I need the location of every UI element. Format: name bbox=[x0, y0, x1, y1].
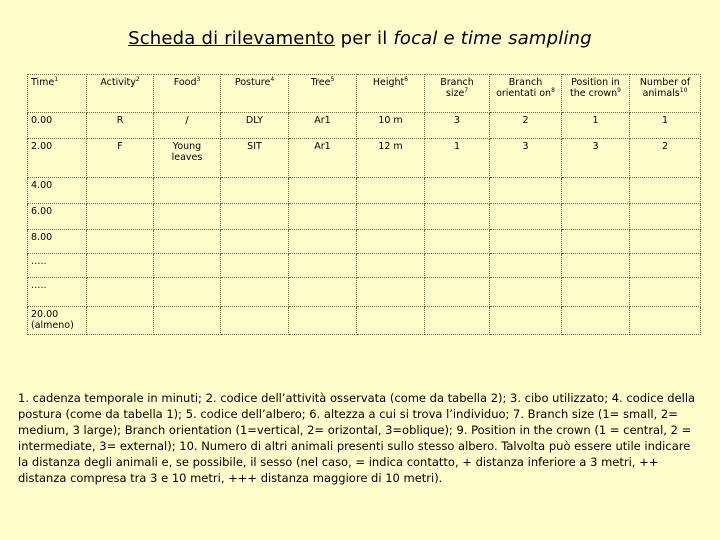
table-cell: 12 m bbox=[357, 139, 425, 178]
table-row bbox=[28, 113, 701, 139]
column-header bbox=[154, 75, 221, 113]
table-cell: R bbox=[87, 113, 154, 139]
table-cell bbox=[357, 278, 425, 307]
column-header bbox=[630, 75, 701, 113]
table-cell bbox=[490, 278, 562, 307]
table-cell bbox=[289, 178, 357, 204]
footnote-ref: 2 bbox=[135, 75, 140, 83]
column-header-label: Activity bbox=[100, 77, 136, 88]
table-cell bbox=[490, 178, 562, 204]
table-cell bbox=[154, 307, 221, 335]
sampling-table bbox=[27, 74, 701, 335]
table-cell bbox=[490, 230, 562, 254]
table-cell: DLY bbox=[221, 113, 289, 139]
table-cell bbox=[630, 307, 701, 335]
table-cell bbox=[490, 204, 562, 230]
column-header-label: Food bbox=[173, 77, 197, 88]
column-header-label: Tree bbox=[310, 77, 331, 88]
column-header bbox=[425, 75, 490, 113]
table-cell: F bbox=[87, 139, 154, 178]
table-cell bbox=[562, 230, 630, 254]
table-cell bbox=[154, 254, 221, 278]
column-header-label: Branch orientati on bbox=[496, 77, 552, 99]
table-cell bbox=[357, 178, 425, 204]
time-cell: 4.00 bbox=[28, 178, 87, 204]
table-cell bbox=[154, 178, 221, 204]
column-header-label: Number of animals bbox=[639, 77, 691, 99]
title-underlined: Scheda di rilevamento bbox=[128, 28, 335, 49]
table-cell: 1 bbox=[425, 139, 490, 178]
table-header-row bbox=[28, 75, 701, 113]
page-title bbox=[0, 28, 720, 49]
table-cell bbox=[87, 307, 154, 335]
table-cell bbox=[630, 204, 701, 230]
table-cell bbox=[562, 278, 630, 307]
table-cell bbox=[630, 230, 701, 254]
table-row bbox=[28, 204, 701, 230]
table-cell bbox=[221, 230, 289, 254]
footnote-ref: 9 bbox=[617, 86, 621, 94]
column-header-label: Branch size bbox=[440, 77, 474, 99]
table-cell: 2 bbox=[490, 113, 562, 139]
footnote-ref: 3 bbox=[196, 75, 201, 83]
table-cell bbox=[87, 254, 154, 278]
table-cell bbox=[425, 178, 490, 204]
table-cell bbox=[154, 204, 221, 230]
table-cell bbox=[87, 178, 154, 204]
table-cell: Young leaves bbox=[154, 139, 221, 178]
column-header bbox=[289, 75, 357, 113]
table-cell bbox=[289, 230, 357, 254]
table-cell bbox=[154, 278, 221, 307]
footnote-ref: 8 bbox=[551, 86, 555, 94]
table-cell bbox=[425, 230, 490, 254]
column-header-label: Posture bbox=[234, 77, 271, 88]
time-cell: 20.00 (almeno) bbox=[28, 307, 87, 335]
table-cell bbox=[289, 278, 357, 307]
footnote-ref: 10 bbox=[679, 86, 688, 94]
table-cell bbox=[357, 230, 425, 254]
table-cell bbox=[562, 204, 630, 230]
column-header bbox=[490, 75, 562, 113]
table-cell: SIT bbox=[221, 139, 289, 178]
table-cell bbox=[221, 307, 289, 335]
column-header-label: Height bbox=[372, 77, 405, 88]
footnote-ref: 6 bbox=[404, 75, 409, 83]
table-cell bbox=[87, 278, 154, 307]
time-cell: ….. bbox=[28, 278, 87, 307]
table-cell: 3 bbox=[562, 139, 630, 178]
column-header bbox=[221, 75, 289, 113]
column-header bbox=[87, 75, 154, 113]
footnote-text: 1. cadenza temporale in minuti; 2. codice dell’attività osservata (come da tabella 2); 3. cibo utilizzato; 4. codice della postura (come da tabella 1); 5. codice dell’albero; 6. altezza a cui si trova l’individuo; 7. Branch size (1= small, 2= medium, 3 large); Branch orientation (1=vertical, 2= orizontal, 3=oblique); 9. Position in the crown (1 = central, 2 = intermediate, 3= external); 10. Numero di altri animali presenti sullo stesso albero. Talvolta può essere utile indicare la distanza degli animali e, se possibile, il sesso (nel caso, = indica contatto, + distanza inferiore a 3 metri, ++ distanza compresa tra 3 e 10 metri, +++ distanza maggiore di 10 metri). bbox=[18, 391, 696, 485]
table-cell bbox=[221, 178, 289, 204]
table-row bbox=[28, 139, 701, 178]
table-cell: 10 m bbox=[357, 113, 425, 139]
table-cell bbox=[630, 178, 701, 204]
table-cell: 3 bbox=[490, 139, 562, 178]
table-cell: 1 bbox=[630, 113, 701, 139]
table-row bbox=[28, 278, 701, 307]
time-cell: 6.00 bbox=[28, 204, 87, 230]
table-cell bbox=[154, 230, 221, 254]
column-header-label: Position in the crown bbox=[570, 77, 620, 99]
table-cell bbox=[425, 307, 490, 335]
table-row bbox=[28, 307, 701, 335]
table-cell: Ar1 bbox=[289, 139, 357, 178]
table-cell: 1 bbox=[562, 113, 630, 139]
time-cell: 2.00 bbox=[28, 139, 87, 178]
table-row bbox=[28, 230, 701, 254]
table-cell bbox=[357, 204, 425, 230]
table-cell bbox=[289, 307, 357, 335]
title-italic: focal e time sampling bbox=[393, 28, 592, 49]
table-cell bbox=[562, 178, 630, 204]
time-cell: 0.00 bbox=[28, 113, 87, 139]
title-middle: per il bbox=[334, 28, 394, 49]
footnote-ref: 1 bbox=[54, 75, 59, 83]
time-cell: ….. bbox=[28, 254, 87, 278]
table-cell bbox=[490, 254, 562, 278]
table-cell bbox=[221, 278, 289, 307]
column-header-label: Time bbox=[31, 77, 55, 88]
table-cell: / bbox=[154, 113, 221, 139]
table-cell bbox=[425, 278, 490, 307]
table-cell bbox=[630, 278, 701, 307]
table-cell bbox=[357, 307, 425, 335]
table-cell bbox=[562, 307, 630, 335]
table-cell: 3 bbox=[425, 113, 490, 139]
column-header bbox=[357, 75, 425, 113]
footnote-ref: 4 bbox=[270, 75, 275, 83]
table-cell bbox=[425, 254, 490, 278]
table-cell bbox=[490, 307, 562, 335]
table-cell: Ar1 bbox=[289, 113, 357, 139]
table-cell bbox=[562, 254, 630, 278]
table-row bbox=[28, 178, 701, 204]
footnote-ref: 5 bbox=[330, 75, 335, 83]
time-cell: 8.00 bbox=[28, 230, 87, 254]
table-cell bbox=[425, 204, 490, 230]
column-header bbox=[562, 75, 630, 113]
table-cell bbox=[87, 230, 154, 254]
table-cell bbox=[289, 204, 357, 230]
footnote-ref: 7 bbox=[464, 86, 469, 94]
table-cell: 2 bbox=[630, 139, 701, 178]
column-header bbox=[28, 75, 87, 113]
table-cell bbox=[289, 254, 357, 278]
table-row bbox=[28, 254, 701, 278]
table-cell bbox=[630, 254, 701, 278]
table-cell bbox=[357, 254, 425, 278]
table-cell bbox=[87, 204, 154, 230]
table-cell bbox=[221, 254, 289, 278]
table-cell bbox=[221, 204, 289, 230]
